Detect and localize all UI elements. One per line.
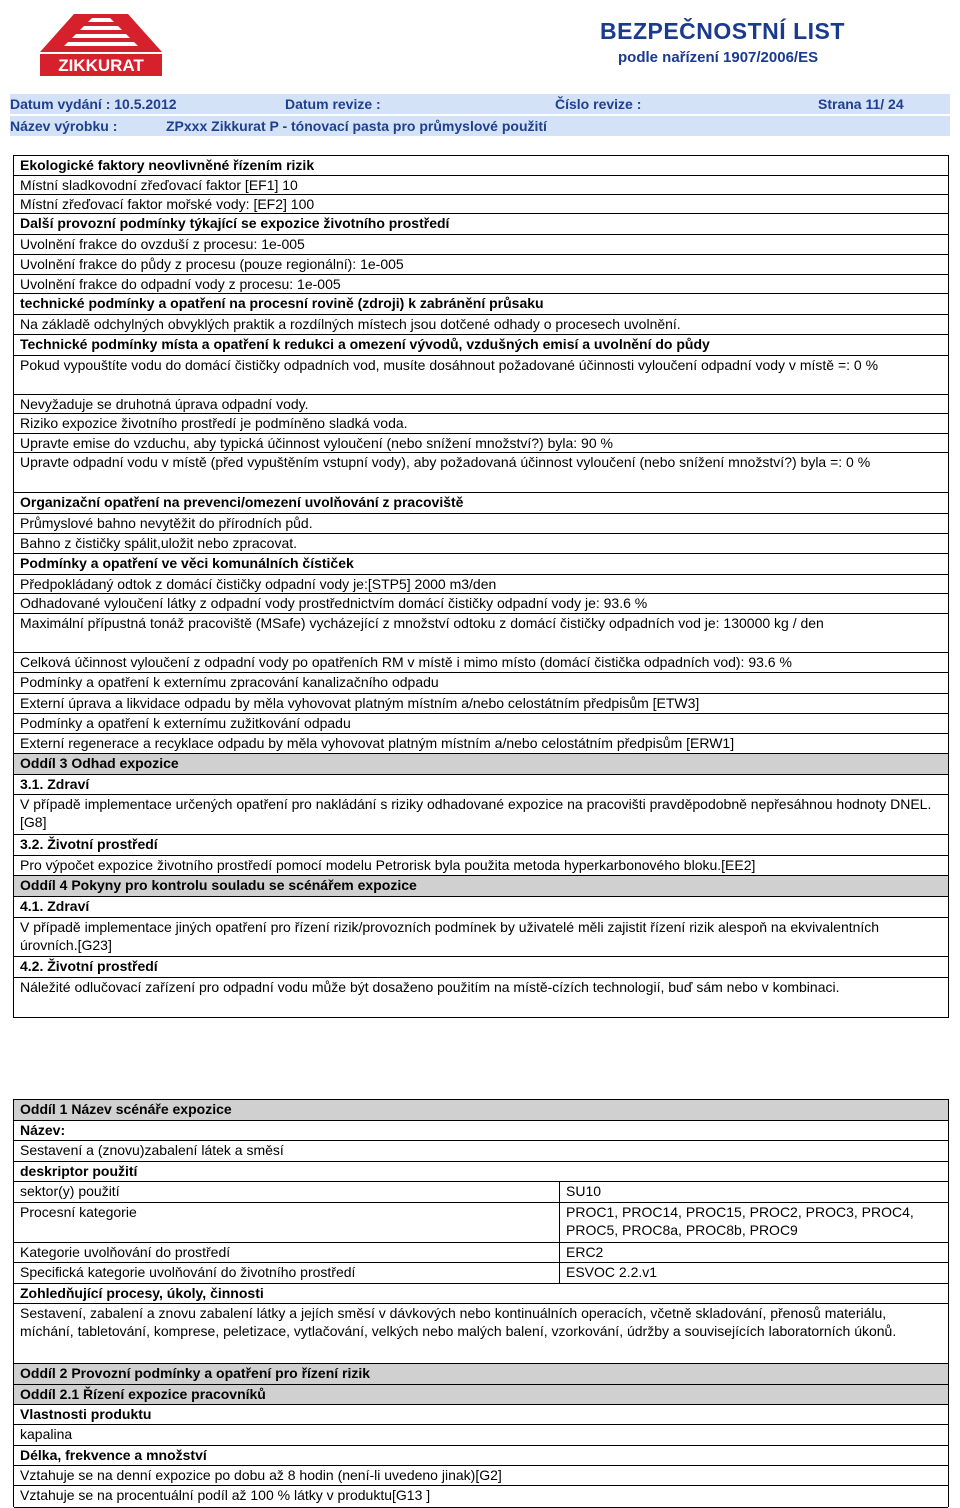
table-row	[14, 1243, 948, 1263]
duration-label: Délka, frekvence a množství	[14, 1446, 948, 1466]
name-label: Název:	[14, 1121, 948, 1141]
section-heading: Podmínky a opatření ve věci komunálních čístiček	[14, 554, 948, 575]
section-heading: 3.2. Životní prostředí	[14, 835, 948, 856]
header-info-row	[10, 94, 950, 114]
table-row: Místní zřeďovací faktor mořské vody: [EF2] 100	[14, 195, 948, 214]
section-heading: 4.1. Zdraví	[14, 897, 948, 918]
table-row: Upravte emise do vzduchu, aby typická účinnost vyloučení (nebo snížení množství?) byla: 90 %	[14, 434, 948, 453]
duration-text-1: Vztahuje se na denní expozice po dobu až 8 hodin (není-li uvedeno jinak)[G2]	[14, 1466, 948, 1486]
section2-heading: Oddíl 2 Provozní podmínky a opatření pro řízení rizik	[14, 1364, 948, 1385]
product-name: ZPxxx Zikkurat P - tónovací pasta pro průmyslové použití	[166, 118, 547, 134]
section-heading: Oddíl 3 Odhad expozice	[14, 754, 948, 775]
table-row: Celková účinnost vyloučení z odpadní vody po opatřeních RM v místě i mimo místo (domácí čistička odpadních vod): 93.6 %	[14, 653, 948, 673]
row-value: SU10	[559, 1182, 936, 1202]
table-row: Podmínky a opatření k externímu zpracování kanalizačního odpadu	[14, 673, 948, 694]
table-row: Externí úprava a likvidace odpadu by měla vyhovovat platným místním a/nebo celostátním předpisům [ETW3]	[14, 694, 948, 714]
section-heading: Organizační opatření na prevenci/omezení uvolňování z pracoviště	[14, 493, 948, 514]
table-row: Uvolnění frakce do odpadní vody z procesu: 1e-005	[14, 275, 948, 294]
table-row: Podmínky a opatření k externímu zužitkování odpadu	[14, 714, 948, 734]
processes-text: Sestavení, zabalení a znovu zabalení látky a jejích směsí v dávkových nebo kontinuálních operacích, včetně skladování, přenosů materiálu, míchání, tabletování, komprese, peletizace, vytlačování, velkých nebo malých balení, vzorkování, údržby a souvisejících laboratorních úkonů.	[14, 1304, 948, 1364]
product-label: Název výrobku :	[10, 118, 118, 134]
table-row: Na základě odchylných obvyklých praktik a rozdílných místech jsou dotčené odhady o procesech uvolnění.	[14, 315, 948, 335]
table-row: Nevyžaduje se druhotná úprava odpadní vody.	[14, 395, 948, 414]
descriptor-label: deskriptor použití	[14, 1162, 948, 1182]
table-row: V případě implementace jiných opatření pro řízení rizik/provozních podmínek by uživatelé měli zajistit řízení rizik alespoň na ekvivalentních úrovních.[G23]	[14, 918, 948, 957]
issue-date: Datum vydání : 10.5.2012	[10, 96, 177, 112]
section-heading: 4.2. Životní prostředí	[14, 957, 948, 978]
table-row: V případě implementace určených opatření pro nakládání s riziky odhadované expozice na pracovišti pravděpodobně nepřesáhnou hodnoty DNEL.[G8]	[14, 795, 948, 835]
row-label: Kategorie uvolňování do prostředí	[20, 1244, 231, 1260]
table-row: Průmyslové bahno nevytěžit do přírodních půd.	[14, 514, 948, 534]
row-label: sektor(y) použití	[20, 1183, 120, 1199]
table-row: Riziko expozice životního prostředí je podmíněno sladká voda.	[14, 414, 948, 434]
section-heading: Oddíl 4 Pokyny pro kontrolu souladu se scénářem expozice	[14, 876, 948, 897]
product-props-value: kapalina	[14, 1425, 948, 1446]
table-row: Bahno z čističky spálit,uložit nebo zpracovat.	[14, 534, 948, 554]
document-title: BEZPEČNOSTNÍ LIST	[600, 18, 845, 44]
page-number: Strana 11/ 24	[818, 96, 904, 112]
section-heading: Další provozní podmínky týkající se expozice životního prostředí	[14, 214, 948, 235]
row-value: PROC1, PROC14, PROC15, PROC2, PROC3, PROC4, PROC5, PROC8a, PROC8b, PROC9	[559, 1203, 936, 1242]
table-row: Upravte odpadní vodu v místě (před vypuštěním vstupní vody), aby požadovaná účinnost vyloučení (nebo snížení množství?) byla =: 0 %	[14, 453, 948, 493]
table-row: Externí regenerace a recyklace odpadu by měla vyhovovat platným místním a/nebo celostátním předpisům [ERW1]	[14, 734, 948, 754]
name-value: Sestavení a (znovu)zabalení látek a směsí	[14, 1141, 948, 1162]
table-row: Odhadované vyloučení látky z odpadní vody prostřednictvím domácí čističky odpadní vody je: 93.6 %	[14, 594, 948, 614]
section-heading: Ekologické faktory neovlivněné řízením rizik	[14, 156, 948, 176]
table-row: Místní sladkovodní zřeďovací faktor [EF1] 10	[14, 176, 948, 195]
section-heading: technické podmínky a opatření na procesní rovině (zdroji) k zabránění průsaku	[14, 294, 948, 315]
table-row: Uvolnění frakce do ovzduší z procesu: 1e-005	[14, 235, 948, 255]
scenario-description-table	[13, 1099, 949, 1507]
section-heading: 3.1. Zdraví	[14, 775, 948, 795]
table-row	[14, 1203, 948, 1243]
section-heading: Technické podmínky místa a opatření k redukci a omezení vývodů, vzdušných emisí a uvolnění do půdy	[14, 335, 948, 356]
row-value: ESVOC 2.2.v1	[559, 1263, 936, 1283]
table-row: Maximální přípustná tonáž pracoviště (MSafe) vycházející z množství odtoku z domácí čističky odpadních vod je: 130000 kg / den	[14, 614, 948, 653]
product-row	[10, 116, 950, 136]
table-row: Pro výpočet expozice životního prostředí pomocí modelu Petrorisk byla použita metoda hyperkarbonového bloku.[EE2]	[14, 856, 948, 876]
table-row	[14, 1263, 948, 1284]
svg-text:ZIKKURAT: ZIKKURAT	[58, 56, 144, 75]
row-label: Procesní kategorie	[20, 1204, 137, 1220]
processes-label: Zohledňující procesy, úkoly, činnosti	[14, 1284, 948, 1304]
section1-heading: Oddíl 1 Název scénáře expozice	[14, 1100, 948, 1121]
table-row: Uvolnění frakce do půdy z procesu (pouze regionální): 1e-005	[14, 255, 948, 275]
table-row: Pokud vypouštíte vodu do domácí čističky odpadních vod, musíte dosáhnout požadované účinnosti vyloučení odpadní vody v místě =: 0 %	[14, 356, 948, 395]
table-row: Náležité odlučovací zařízení pro odpadní vodu může být dosaženo použitím na místě-cízích technologií, buď sám nebo v kombinaci.	[20, 979, 840, 995]
document-subtitle: podle nařízení 1907/2006/ES	[618, 49, 819, 66]
duration-text-2: Vztahuje se na procentuální podíl až 100 % látky v produktu[G13 ]	[14, 1486, 948, 1508]
product-props-label: Vlastnosti produktu	[14, 1405, 948, 1425]
table-row	[14, 1182, 948, 1203]
section21-heading: Oddíl 2.1 Řízení expozice pracovníků	[14, 1385, 948, 1405]
row-label: Specifická kategorie uvolňování do životního prostředí	[20, 1264, 356, 1280]
zikkurat-logo	[40, 14, 162, 76]
table-row: Předpokládaný odtok z domácí čističky odpadní vody je:[STP5] 2000 m3/den	[14, 575, 948, 594]
row-value: ERC2	[559, 1243, 936, 1262]
exposure-scenario-table	[13, 155, 949, 1018]
revision-date: Datum revize :	[285, 96, 381, 112]
revision-number: Číslo revize :	[555, 96, 642, 112]
